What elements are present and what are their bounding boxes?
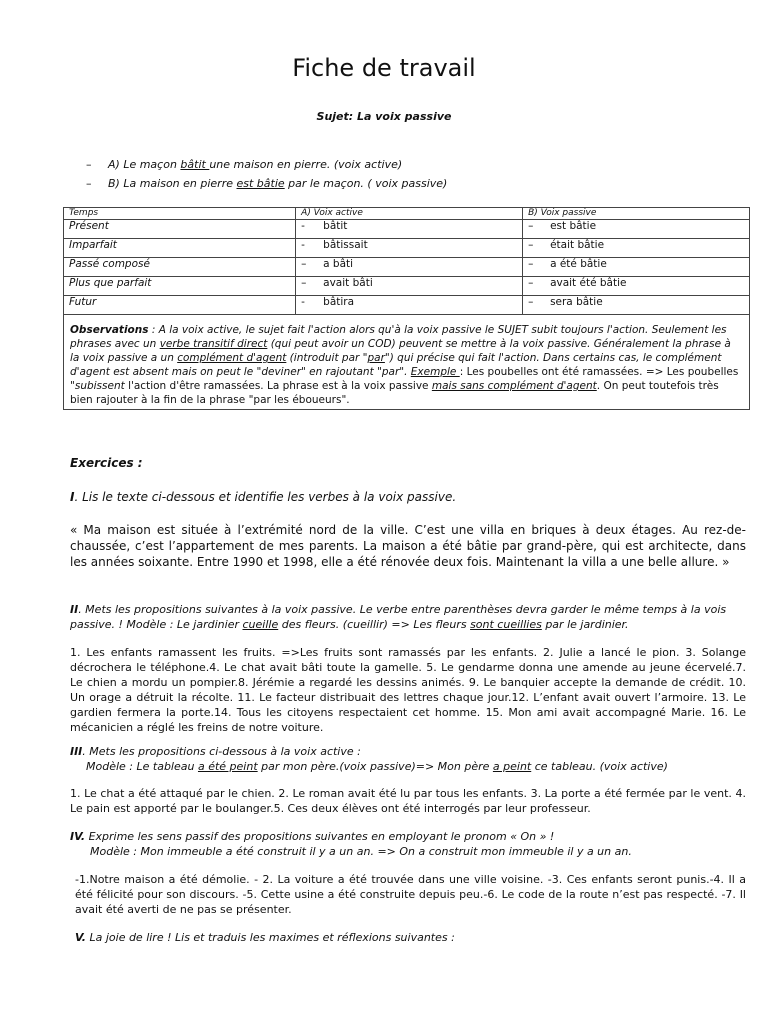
exercise-2-instruction: II. Mets les propositions suivantes à la voix passive. Le verbe entre parenthèses devra garder le même temps à la vois passive. ! Modèle : Le jardinier cueille des fleurs. (cueillir) => Les fleurs sont cueillies par le jardinier. xyxy=(70,603,727,631)
example-passive: – B) La maison en pierre est bâtie par le maçon. ( voix passive) xyxy=(86,177,448,190)
table-row: Passé composé – a bâti – a été bâtie xyxy=(64,258,750,277)
exercise-3-text: 1. Le chat a été attaqué par le chien. 2. Le roman avait été lu par tous les enfants. 3. La porte a été fermée par le vent. 4. Le pain est apporté par le boulanger.5. Ces deux élèves ont été interrogés par leur professeur. xyxy=(70,787,746,815)
exercise-1-instruction: I. Lis le texte ci-dessous et identifie les verbes à la voix passive. xyxy=(70,490,457,504)
header-passive: B) Voix passive xyxy=(523,208,750,220)
header-temps: Temps xyxy=(64,208,296,220)
exercise-4-text: -1.Notre maison a été démolie. - 2. La voiture a été trouvée dans une ville voisine. -3. Ces enfants seront punis.-4. Il a été félicité pour son discours. -5. Cette usine a été construite depuis peu.-6. Le code de la route n’est pas respecté. -7. Il avait été averti de ne pas se présenter. xyxy=(75,873,746,916)
example-active: – A) Le maçon bâtit une maison en pierre. (voix active) xyxy=(86,158,403,171)
observations-cell: Observations : A la voix active, le sujet fait l'action alors qu'à la voix passive le SUJET subit toujours l'action. Seulement les phrases avec un verbe transitif direct (qui peut avoir un COD) peuvent se mettre à la voix passive. Généralement la phrase à la voix passive a un complément d'agent (introduit par "par") qui précise qui fait l'action. Dans certains cas, le complément d'agent est absent mais on peut le "deviner" en rajoutant "par". Exemple : Les poubelles ont été ramassées. => Les poubelles "subissent l'action d'être ramassées. La phrase est à la voix passive mais sans complément d'agent. On peut toutefois très bien rajouter à la fin de la phrase "par les éboueurs". xyxy=(64,315,750,410)
page-title: Fiche de travail xyxy=(292,54,476,82)
bullet-dash: – xyxy=(86,177,92,190)
exercise-3-model: Modèle : Le tableau a été peint par mon père.(voix passive)=> Mon père a peint ce tableau. (voix active) xyxy=(86,760,668,773)
exercise-4-instruction: IV. Exprime les sens passif des propositions suivantes en employant le pronom « On » ! xyxy=(70,830,555,843)
table-row: Plus que parfait – avait bâti – avait été bâtie xyxy=(64,277,750,296)
subject-heading: Sujet: La voix passive xyxy=(316,110,452,123)
observations-row xyxy=(64,315,750,410)
header-active: A) Voix active xyxy=(296,208,523,220)
exercise-1-text: « Ma maison est située à l’extrémité nord de la ville. C’est une villa en briques à deux étages. Au rez-de-chaussée, c’est l’appartement de mes parents. La maison a été bâtie par grand-père, qui est architecte, dans les années soixante. Entre 1990 et 1998, elle a été rénovée deux fois. Maintenant la villa a une belle allure. » xyxy=(70,523,746,569)
exercise-3-instruction: III. Mets les propositions ci-dessous à la voix active : xyxy=(70,745,361,758)
table-row: Futur - bâtira – sera bâtie xyxy=(64,296,750,315)
exercise-5-instruction: V. La joie de lire ! Lis et traduis les maximes et réflexions suivantes : xyxy=(75,931,455,944)
exercises-heading: Exercices : xyxy=(70,456,143,470)
exercise-4-model: Modèle : Mon immeuble a été construit il y a un an. => On a construit mon immeuble il y a un an. xyxy=(90,845,632,858)
table-header-row xyxy=(64,208,750,220)
table-row: Présent - bâtit – est bâtie xyxy=(64,220,750,239)
exercise-2-text: 1. Les enfants ramassent les fruits. =>Les fruits sont ramassés par les enfants. 2. Julie a lancé le pion. 3. Solange décrochera le téléphone.4. Le chat avait bâti toute la gamelle. 5. Le gendarme donna une amende au jeune écervelé.7. Le chien a mordu un pompier.8. Jérémie a regardé les dessins animés. 9. Le banquier accepte la demande de crédit. 10. Un orage a détruit la récolte. 11. Le facteur distribuait des lettres chaque jour.12. L’enfant avait ouvert l’armoire. 13. Le gardien fermera la porte.14. Tous les citoyens respectaient cet homme. 15. Mon ami avait accompagné Marie. 16. Le mécanicien a réglé les freins de notre voiture. xyxy=(70,646,746,734)
conjugation-table xyxy=(63,207,750,410)
table-row: Imparfait - bâtissait – était bâtie xyxy=(64,239,750,258)
bullet-dash: – xyxy=(86,158,92,171)
